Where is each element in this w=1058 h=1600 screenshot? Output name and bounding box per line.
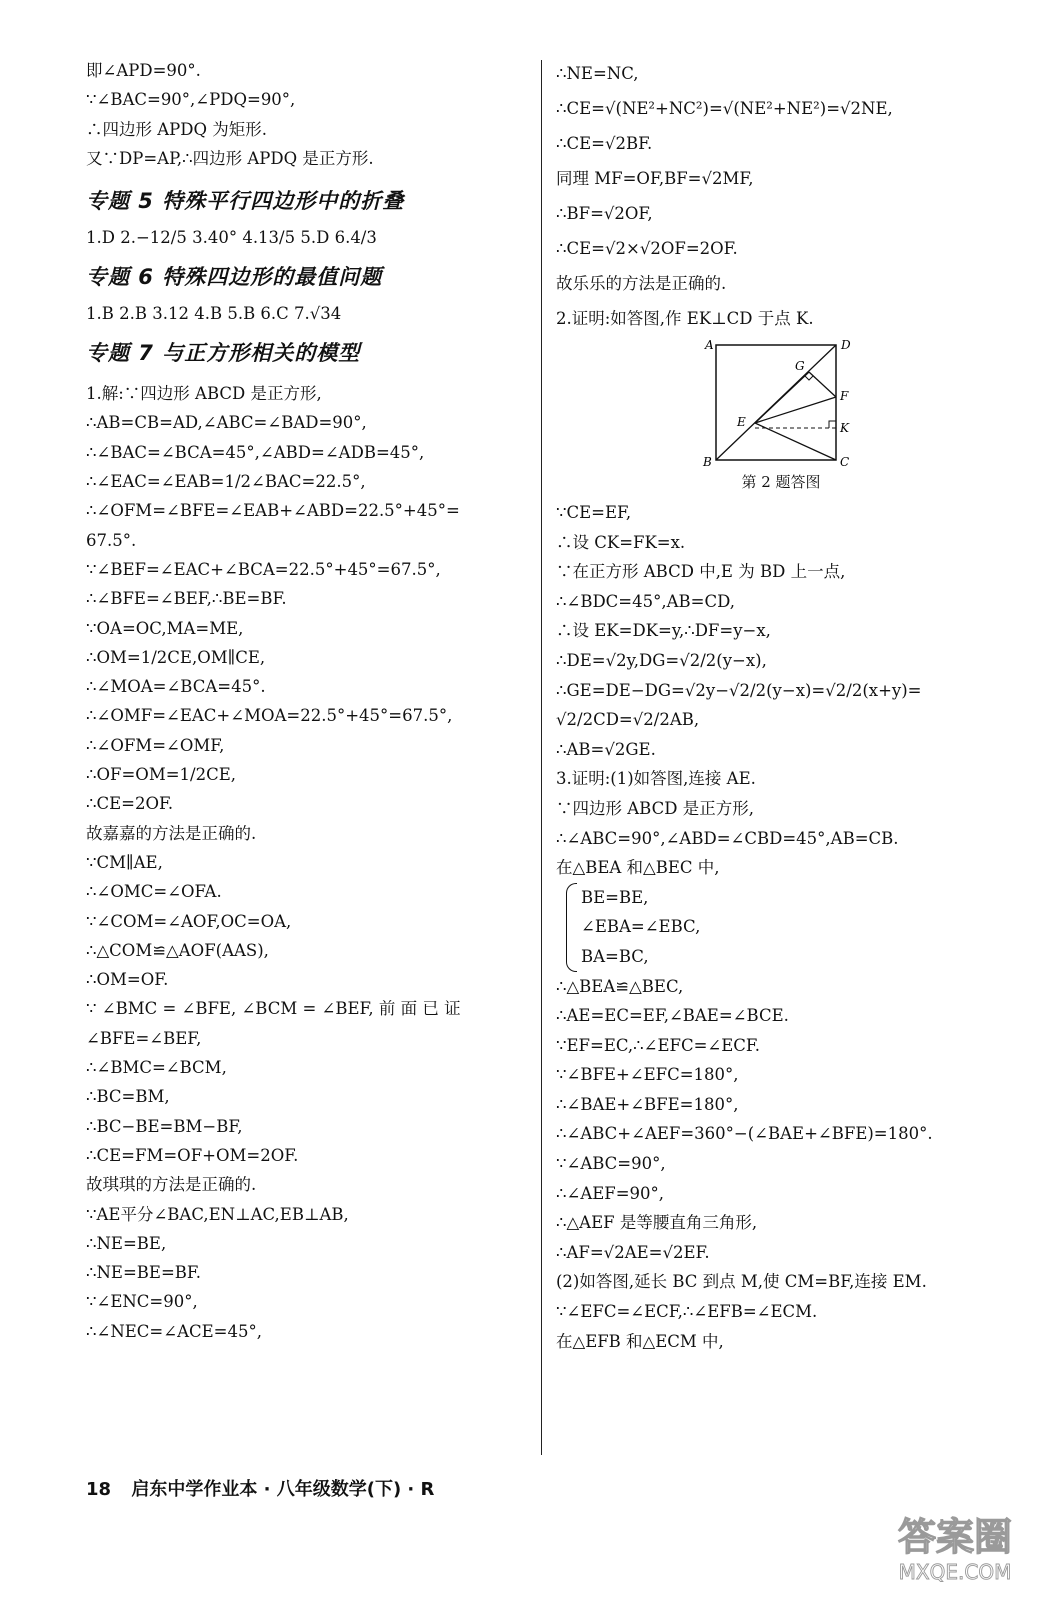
text-line: ∴CE=FM=OF+OM=2OF. (86, 1145, 299, 1165)
text-line: ∴BC=BM, (86, 1087, 170, 1107)
text-line: 即∠APD=90°. (86, 61, 201, 80)
text-line: ∴∠ABC=90°,∠ABD=∠CBD=45°,AB=CB. (556, 828, 899, 848)
right-angle-k (829, 421, 836, 428)
text-line: 故乐乐的方法是正确的. (556, 274, 727, 293)
text-line: ∴设 EK=DK=y,∴DF=y−x, (556, 621, 771, 641)
book-title: 启东中学作业本 · 八年级数学(下) · R (131, 1479, 435, 1500)
text-line: ∴∠NEC=∠ACE=45°, (86, 1321, 262, 1341)
text-line: BA=BC, (581, 946, 649, 966)
text-line: ∴∠OFM=∠OMF, (86, 735, 225, 755)
text-line: ∴∠EAC=∠EAB=1/2∠BAC=22.5°, (86, 472, 366, 492)
answers-topic-6: 1.B 2.B 3.12 4.B 5.B 6.C 7.√34 (86, 304, 342, 324)
left-column (86, 56, 536, 1346)
text-line: 在△EFB 和△ECM 中, (556, 1331, 724, 1351)
label-a: A (705, 340, 714, 352)
answers-topic-5: 1.D 2.−12/5 3.40° 4.13/5 5.D 6.4/3 (86, 228, 377, 248)
watermark-url: MXQE.COM (898, 1560, 1012, 1584)
text-line: 故嘉嘉的方法是正确的. (86, 823, 257, 843)
text-line: ∴CE=√(NE²+NC²)=√(NE²+NE²)=√2NE, (556, 99, 893, 118)
right-lines-c (556, 972, 1006, 1357)
text-line: ∴BF=√2OF, (556, 204, 653, 223)
watermark-text: 答案圈 (897, 1515, 1013, 1559)
text-line: ∵∠COM=∠AOF,OC=OA, (86, 911, 292, 931)
text-line: ∴CE=2OF. (86, 794, 174, 814)
text-line: ∵CE=EF, (556, 503, 632, 522)
text-line: ∴∠AEF=90°, (556, 1183, 665, 1203)
left-lines-b (86, 379, 536, 1346)
watermark-logo (870, 1505, 1040, 1585)
square-diagram (701, 340, 861, 470)
text-line: ∵∠BAC=90°,∠PDQ=90°, (86, 90, 296, 110)
label-d: D (841, 340, 851, 352)
text-line: ∴∠OMC=∠OFA. (86, 882, 222, 902)
text-line: 2.证明:如答图,作 EK⊥CD 于点 K. (556, 309, 814, 328)
equation-system (566, 883, 1006, 972)
text-line: ∴设 CK=FK=x. (556, 532, 686, 552)
heading-topic-5: 专题 5 特殊平行四边形中的折叠 (86, 189, 405, 214)
right-column (556, 56, 1006, 1356)
right-angle-g (805, 376, 813, 380)
text-line: ∴∠ABC+∠AEF=360°−(∠BAE+∠BFE)=180°. (556, 1124, 933, 1144)
segment-eg (755, 372, 809, 423)
text-line: ∴AB=√2GE. (556, 739, 656, 759)
text-line: 3.证明:(1)如答图,连接 AE. (556, 769, 756, 789)
label-g: G (795, 359, 805, 373)
text-line: ∴∠BDC=45°,AB=CD, (556, 591, 735, 611)
right-lines-b (556, 498, 1006, 883)
label-b: B (703, 455, 712, 469)
text-line: ∴AB=CB=AD,∠ABC=∠BAD=90°, (86, 413, 367, 433)
segment-gf (809, 372, 836, 397)
text-line: ∵AE平分∠BAC,EN⊥AC,EB⊥AB, (86, 1204, 349, 1224)
text-line: ∴∠OFM=∠BFE=∠EAB+∠ABD=22.5°+45°= (86, 501, 460, 521)
text-line: 1.解:∵四边形 ABCD 是正方形, (86, 384, 322, 404)
page-footer (86, 1475, 434, 1501)
text-line: ∵四边形 ABCD 是正方形, (556, 798, 754, 818)
text-line: ∠BFE=∠BEF, (86, 1028, 202, 1048)
text-line: ∵∠ENC=90°, (86, 1292, 198, 1312)
text-line: ∴OM=1/2CE,OM∥CE, (86, 647, 266, 667)
text-line: ∴∠MOA=∠BCA=45°. (86, 677, 266, 697)
figure-caption: 第 2 题答图 (741, 473, 821, 491)
figure-question-2 (556, 340, 1006, 492)
text-line: ∵∠ABC=90°, (556, 1154, 666, 1174)
text-line: ∵在正方形 ABCD 中,E 为 BD 上一点, (556, 562, 846, 582)
segment-ef (755, 397, 836, 423)
page-number: 18 (86, 1479, 112, 1500)
text-line: ∴∠OMF=∠EAC+∠MOA=22.5°+45°=67.5°, (86, 706, 453, 726)
text-line: ∵OA=OC,MA=ME, (86, 618, 244, 638)
text-line: ∴DE=√2y,DG=√2/2(y−x), (556, 650, 767, 670)
text-line: ∵ ∠BMC = ∠BFE, ∠BCM = ∠BEF, 前 面 已 证 (86, 999, 461, 1019)
text-line: ∴∠BAE+∠BFE=180°, (556, 1094, 739, 1114)
text-line: ∴△AEF 是等腰直角三角形, (556, 1213, 758, 1233)
brace (566, 883, 577, 972)
text-line: ∠EBA=∠EBC, (581, 917, 701, 937)
text-line: ∴NE=BE=BF. (86, 1263, 202, 1283)
text-line: √2/2CD=√2/2AB, (556, 710, 700, 730)
right-lines-a (556, 56, 1006, 336)
label-c: C (840, 455, 850, 469)
text-line: ∴CE=√2BF. (556, 134, 653, 153)
text-line: ∴BC−BE=BM−BF, (86, 1116, 243, 1136)
text-line: 又∵DP=AP,∴四边形 APDQ 是正方形. (86, 148, 374, 168)
text-line: 在△BEA 和△BEC 中, (556, 858, 720, 878)
text-line: ∴NE=BE, (86, 1233, 167, 1253)
column-divider (541, 60, 542, 1455)
text-line: ∵∠EFC=∠ECF,∴∠EFB=∠ECM. (556, 1302, 818, 1322)
text-line: ∴∠BMC=∠BCM, (86, 1058, 227, 1078)
text-line: ∴OF=OM=1/2CE, (86, 765, 237, 785)
text-line: ∴△BEA≌△BEC, (556, 976, 684, 996)
text-line: ∵∠BEF=∠EAC+∠BCA=22.5°+45°=67.5°, (86, 559, 441, 579)
heading-topic-6: 专题 6 特殊四边形的最值问题 (86, 265, 383, 290)
text-line: ∵CM∥AE, (86, 852, 163, 872)
text-line: ∴NE=NC, (556, 64, 639, 83)
label-e: E (737, 415, 746, 429)
left-lines-a (86, 56, 536, 173)
system-lines (581, 883, 700, 972)
text-line: ∴AE=EC=EF,∠BAE=∠BCE. (556, 1006, 789, 1026)
text-line: ∴∠BFE=∠BEF,∴BE=BF. (86, 589, 287, 609)
text-line: ∵∠BFE+∠EFC=180°, (556, 1065, 739, 1085)
text-line: ∴OM=OF. (86, 970, 169, 990)
text-line: 67.5°. (86, 530, 137, 550)
text-line: ∴GE=DE−DG=√2y−√2/2(y−x)=√2/2(x+y)= (556, 680, 922, 700)
text-line: ∴△COM≌△AOF(AAS), (86, 940, 269, 960)
text-line: ∵EF=EC,∴∠EFC=∠ECF. (556, 1035, 761, 1055)
text-line: BE=BE, (581, 887, 649, 907)
label-f: F (840, 389, 849, 403)
text-line: ∴四边形 APDQ 为矩形. (86, 119, 268, 139)
heading-topic-7: 专题 7 与正方形相关的模型 (86, 341, 361, 366)
text-line: 故琪琪的方法是正确的. (86, 1175, 257, 1195)
text-line: ∴AF=√2AE=√2EF. (556, 1242, 710, 1262)
text-line: ∴CE=√2×√2OF=2OF. (556, 239, 738, 258)
segment-ec (755, 423, 836, 460)
text-line: 同理 MF=OF,BF=√2MF, (556, 169, 754, 188)
text-line: ∴∠BAC=∠BCA=45°,∠ABD=∠ADB=45°, (86, 442, 425, 462)
text-line: (2)如答图,延长 BC 到点 M,使 CM=BF,连接 EM. (556, 1272, 927, 1292)
label-k: K (840, 421, 849, 435)
